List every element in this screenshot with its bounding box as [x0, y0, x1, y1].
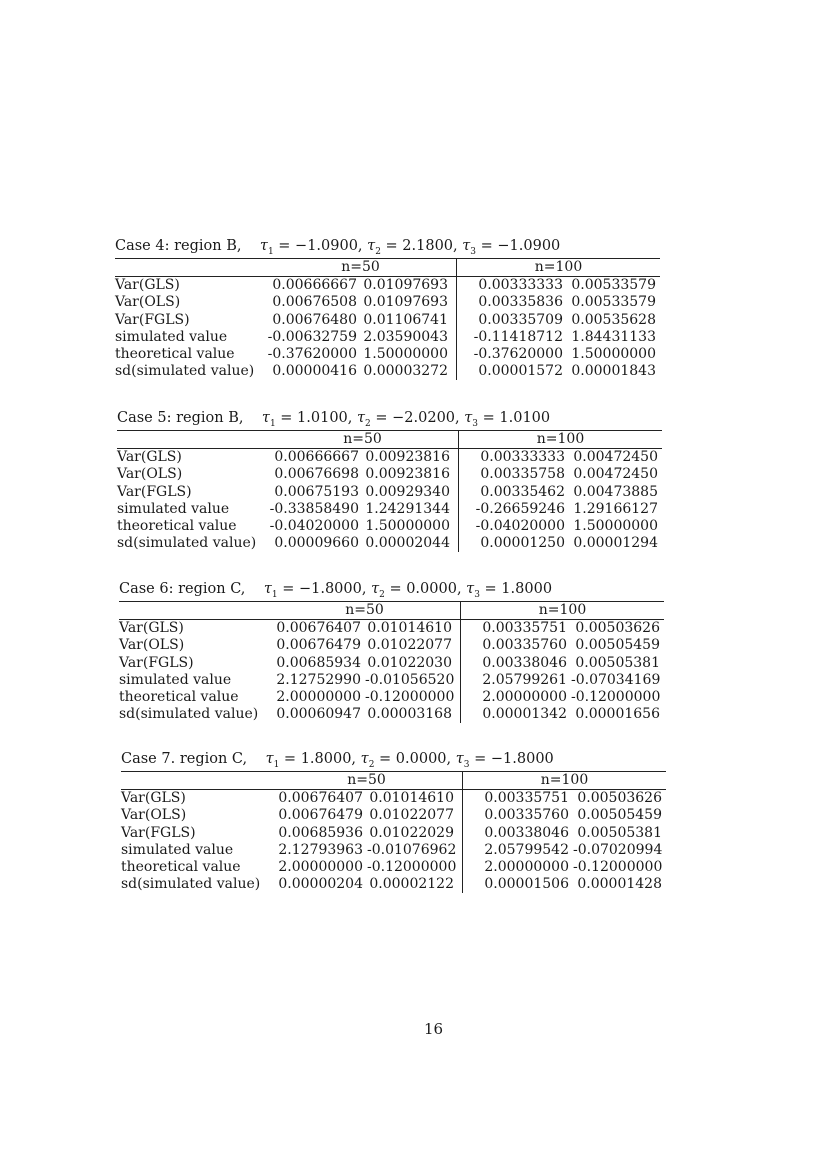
header-n50: n=50 — [265, 259, 457, 277]
case-title: Case 6: region C, $\tau_1 = -1.8000$, $\tau_2 = 0.0000$, $\tau_3 = 1.8000$ — [119, 581, 553, 600]
row-label: sd(simulated value) — [117, 535, 257, 552]
cell-n50-a: 0.00666667 — [272, 277, 357, 294]
cell-n50-b: 0.00923816 — [363, 466, 459, 483]
row-label: Var(FGLS) — [117, 483, 192, 500]
cell-n100-b: 0.00001656 — [575, 706, 660, 723]
row-label: theoretical value — [117, 518, 237, 535]
header-n50: n=50 — [267, 431, 459, 449]
tau-symbol: τ — [455, 751, 464, 767]
cell-n50-a: 0.00676407 — [278, 790, 363, 807]
case-title: Case 4: region B, $\tau_1 = -1.0900$, $\tau_2 = 2.1800$, $\tau_3 = -1.0900$ — [115, 238, 561, 257]
tau3-value: = −1.8000 — [469, 751, 554, 767]
cell-n100-a: 0.00333333 — [480, 449, 565, 466]
cell-n100-b: 0.00505381 — [575, 654, 660, 671]
cell-n50-a: 0.00000416 — [272, 363, 357, 380]
case-label: Case 5: region B, — [117, 410, 244, 426]
header-n50: n=50 — [271, 772, 463, 790]
case-6-table — [119, 579, 664, 723]
cell-n100-b: 1.50000000 — [573, 518, 658, 535]
tau2-value: = 0.0000, — [384, 581, 462, 597]
cell-n50-a: 2.00000000 — [278, 859, 363, 876]
cell-n100-a: 0.00335709 — [478, 311, 563, 328]
cell-n50-a: -0.33858490 — [269, 500, 359, 517]
tau2-value: = 2.1800, — [380, 238, 458, 254]
cell-n100-a: -0.04020000 — [475, 518, 565, 535]
tau3-value: = 1.8000 — [479, 581, 553, 597]
cell-n50-a: -0.04020000 — [269, 518, 359, 535]
row-label: Var(GLS) — [115, 277, 180, 294]
cell-n100-a: 0.00335758 — [480, 466, 565, 483]
cell-n100-a: 2.05799261 — [482, 671, 567, 688]
cell-n50-b: 0.01014610 — [367, 790, 463, 807]
cell-n50-a: 0.00060947 — [276, 706, 361, 723]
page-number: 16 — [423, 1020, 444, 1038]
header-n100: n=100 — [457, 259, 660, 277]
tau1-value: = −1.8000, — [277, 581, 367, 597]
tau2-value: = −2.0200, — [370, 410, 460, 426]
tau1-value: = 1.0100, — [275, 410, 353, 426]
tau1-value: = −1.0900, — [273, 238, 363, 254]
cell-n50-a: 0.00676508 — [272, 294, 357, 311]
cell-n50-a: 0.00685934 — [276, 654, 361, 671]
cell-n50-b: 0.01106741 — [361, 312, 457, 329]
results-grid — [117, 431, 662, 552]
cell-n50-b: 1.50000000 — [361, 346, 457, 363]
cell-n50-a: 0.00676479 — [278, 807, 363, 824]
cell-n100-b: 0.00505381 — [577, 824, 662, 841]
row-label: sd(simulated value) — [119, 706, 259, 723]
cell-n100-b: 0.00533579 — [571, 277, 656, 294]
cell-n100-a: 0.00338046 — [484, 824, 569, 841]
cell-n100-b: 0.00533579 — [571, 294, 656, 311]
cell-n100-a: 0.00335751 — [484, 790, 569, 807]
cell-n100-b: 0.00473885 — [573, 483, 658, 500]
cell-n100-a: 0.00335760 — [482, 637, 567, 654]
cell-n100-b: 1.84431133 — [571, 328, 656, 345]
row-label: simulated value — [121, 841, 234, 858]
cell-n50-b: 0.01022077 — [367, 807, 463, 824]
row-label: Var(FGLS) — [119, 654, 194, 671]
tau2-value: = 0.0000, — [374, 751, 452, 767]
row-label: sd(simulated value) — [115, 363, 255, 380]
cell-n100-b: -0.12000000 — [573, 859, 663, 876]
cell-n50-a: 0.00675193 — [274, 483, 359, 500]
cell-n100-a: 0.00001250 — [480, 535, 565, 552]
row-label: simulated value — [119, 671, 232, 688]
cell-n50-b: 0.00002122 — [367, 876, 463, 893]
cell-n50-b: 0.00929340 — [363, 484, 459, 501]
tau-symbol: τ — [265, 751, 274, 767]
cell-n100-b: 1.50000000 — [571, 346, 656, 363]
cell-n50-b: 0.01014610 — [365, 620, 461, 637]
row-label: Var(GLS) — [119, 620, 184, 637]
cell-n50-b: -0.01076962 — [367, 842, 463, 859]
tau3-value: = 1.0100 — [478, 410, 551, 426]
cell-n100-b: 0.00505459 — [577, 807, 662, 824]
cell-n50-b: 0.01022077 — [365, 637, 461, 654]
case-label: Case 6: region C, — [119, 581, 246, 597]
cell-n50-a: 2.12752990 — [276, 671, 361, 688]
cell-n100-a: 2.05799542 — [484, 841, 569, 858]
cell-n50-b: -0.12000000 — [367, 859, 463, 876]
cell-n50-a: 0.00676407 — [276, 620, 361, 637]
cell-n50-b: 0.00003272 — [361, 363, 457, 380]
row-label: Var(OLS) — [115, 294, 181, 311]
cell-n50-b: -0.12000000 — [365, 689, 461, 706]
row-label: Var(OLS) — [117, 466, 183, 483]
cell-n100-b: 0.00472450 — [573, 449, 658, 466]
cell-n100-b: 0.00535628 — [571, 311, 656, 328]
cell-n100-a: -0.37620000 — [473, 346, 563, 363]
header-n100: n=100 — [461, 602, 664, 620]
cell-n100-b: 0.00472450 — [573, 466, 658, 483]
cell-n100-a: 2.00000000 — [484, 859, 569, 876]
cell-n50-a: 0.00000204 — [278, 876, 363, 893]
cell-n100-b: 0.00503626 — [575, 620, 660, 637]
cell-n50-a: 0.00676479 — [276, 637, 361, 654]
header-n100: n=100 — [459, 431, 662, 449]
cell-n50-a: 0.00676698 — [274, 466, 359, 483]
cell-n100-b: -0.07020994 — [573, 841, 663, 858]
cell-n100-b: 0.00001843 — [571, 363, 656, 380]
cell-n100-b: -0.07034169 — [571, 671, 661, 688]
cell-n100-b: 0.00505459 — [575, 637, 660, 654]
tau-symbol: τ — [259, 238, 268, 254]
row-label: theoretical value — [115, 346, 235, 363]
cell-n100-b: 1.29166127 — [573, 500, 658, 517]
results-grid — [121, 772, 666, 893]
case-7-table — [121, 749, 666, 893]
tau-symbol: τ — [261, 410, 270, 426]
row-label: sd(simulated value) — [121, 876, 261, 893]
header-blank — [115, 259, 265, 277]
row-label: Var(FGLS) — [115, 311, 190, 328]
case-label: Case 7. region C, — [121, 751, 248, 767]
cell-n50-a: 2.12793963 — [278, 841, 363, 858]
cell-n50-b: 0.01097693 — [361, 294, 457, 311]
header-blank — [121, 772, 271, 790]
cell-n100-a: 0.00001572 — [478, 363, 563, 380]
cell-n100-b: 0.00001294 — [573, 535, 658, 552]
cell-n50-b: 1.50000000 — [363, 518, 459, 535]
tau1-value: = 1.8000, — [279, 751, 357, 767]
row-label: theoretical value — [119, 689, 239, 706]
tau-symbol: τ — [464, 410, 473, 426]
cell-n50-b: 0.00002044 — [363, 535, 459, 552]
cell-n50-a: -0.00632759 — [267, 328, 357, 345]
cell-n50-b: 0.01022029 — [367, 825, 463, 842]
cell-n100-a: 0.00335836 — [478, 294, 563, 311]
cell-n50-b: 0.00003168 — [365, 706, 461, 723]
tau-symbol: τ — [367, 238, 376, 254]
tau-symbol: τ — [371, 581, 380, 597]
case-4-table — [115, 236, 660, 380]
cell-n100-b: 0.00503626 — [577, 790, 662, 807]
cell-n100-a: -0.11418712 — [473, 328, 563, 345]
row-label: Var(OLS) — [119, 637, 185, 654]
tau-symbol: τ — [360, 751, 369, 767]
tau-symbol: τ — [263, 581, 272, 597]
cell-n100-a: 0.00338046 — [482, 654, 567, 671]
cell-n100-b: -0.12000000 — [571, 689, 661, 706]
header-n50: n=50 — [269, 602, 461, 620]
cell-n50-b: 1.24291344 — [363, 501, 459, 518]
row-label: simulated value — [117, 500, 230, 517]
results-grid — [119, 602, 664, 723]
cell-n100-a: 2.00000000 — [482, 689, 567, 706]
cell-n50-a: 0.00676480 — [272, 311, 357, 328]
case-5-table — [117, 408, 662, 552]
cell-n50-a: 0.00009660 — [274, 535, 359, 552]
case-label: Case 4: region B, — [115, 238, 242, 254]
tau-symbol: τ — [466, 581, 475, 597]
results-grid — [115, 259, 660, 380]
cell-n50-a: -0.37620000 — [267, 346, 357, 363]
cell-n50-b: 2.03590043 — [361, 329, 457, 346]
cell-n100-a: 0.00335462 — [480, 483, 565, 500]
row-label: Var(FGLS) — [121, 824, 196, 841]
cell-n100-a: 0.00001506 — [484, 876, 569, 893]
cell-n50-a: 2.00000000 — [276, 689, 361, 706]
tau3-value: = −1.0900 — [476, 238, 561, 254]
cell-n100-a: 0.00335751 — [482, 620, 567, 637]
row-label: simulated value — [115, 328, 228, 345]
cell-n50-b: 0.00923816 — [363, 449, 459, 466]
tau-symbol: τ — [357, 410, 366, 426]
row-label: Var(GLS) — [121, 790, 186, 807]
cell-n50-b: -0.01056520 — [365, 672, 461, 689]
cell-n50-a: 0.00685936 — [278, 824, 363, 841]
cell-n100-a: 0.00333333 — [478, 277, 563, 294]
tau-symbol: τ — [462, 238, 471, 254]
cell-n100-a: -0.26659246 — [475, 500, 565, 517]
header-blank — [119, 602, 269, 620]
case-title: Case 7. region C, $\tau_1 = 1.8000$, $\tau_2 = 0.0000$, $\tau_3 = -1.8000$ — [121, 751, 554, 770]
cell-n100-a: 0.00001342 — [482, 706, 567, 723]
cell-n100-b: 0.00001428 — [577, 876, 662, 893]
row-label: Var(OLS) — [121, 807, 187, 824]
cell-n50-b: 0.01022030 — [365, 655, 461, 672]
cell-n100-a: 0.00335760 — [484, 807, 569, 824]
case-title: Case 5: region B, $\tau_1 = 1.0100$, $\tau_2 = -2.0200$, $\tau_3 = 1.0100$ — [117, 410, 551, 429]
cell-n50-b: 0.01097693 — [361, 277, 457, 294]
header-blank — [117, 431, 267, 449]
row-label: theoretical value — [121, 859, 241, 876]
header-n100: n=100 — [463, 772, 666, 790]
row-label: Var(GLS) — [117, 449, 182, 466]
cell-n50-a: 0.00666667 — [274, 449, 359, 466]
